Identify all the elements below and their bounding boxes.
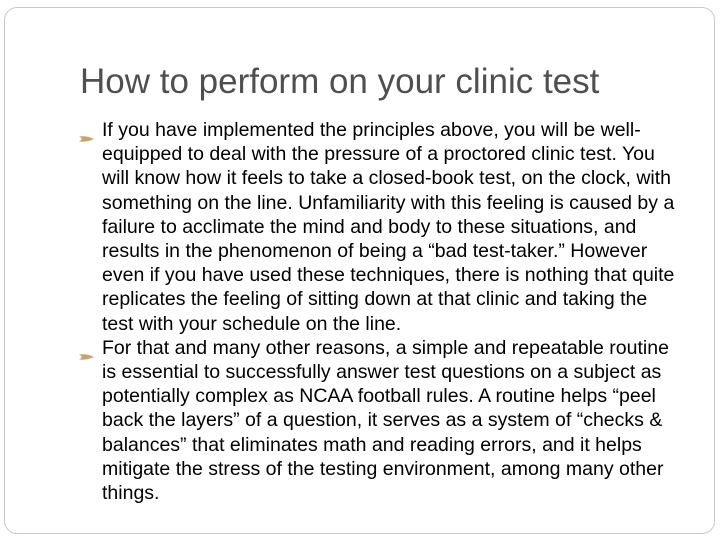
- bullet-text: If you have implemented the principles above, you will be well-equipped to deal with the pressure of a proctored clinic test. You will know how it feels to take a closed-book test, on the clock, with something on the line. Unfamiliarity with this feeling is caused by a failure to acclimate the mind and body to these situations, and results in the phenomenon of being a “bad test-taker.” However even if you have used these techniques, there is nothing that quite replicates the feeling of sitting down at that clinic and taking the test with your schedule on the line.: [102, 119, 675, 335]
- bullet-item: [78, 118, 683, 336]
- bullet-list: [78, 118, 683, 505]
- slide-title: How to perform on your clinic test: [80, 62, 600, 101]
- bullet-text: For that and many other reasons, a simple and repeatable routine is essential to successfully answer test questions on a subject as potentially complex as NCAA football rules. A routine helps “peel back the layers” of a question, it serves as a system of “checks & balances” that eliminates math and reading errors, and it helps mitigate the stress of the testing environment, among many other things.: [102, 336, 669, 505]
- arrow-bullet-icon: [78, 126, 96, 136]
- arrow-bullet-icon: [78, 344, 96, 354]
- bullet-item: [78, 336, 683, 505]
